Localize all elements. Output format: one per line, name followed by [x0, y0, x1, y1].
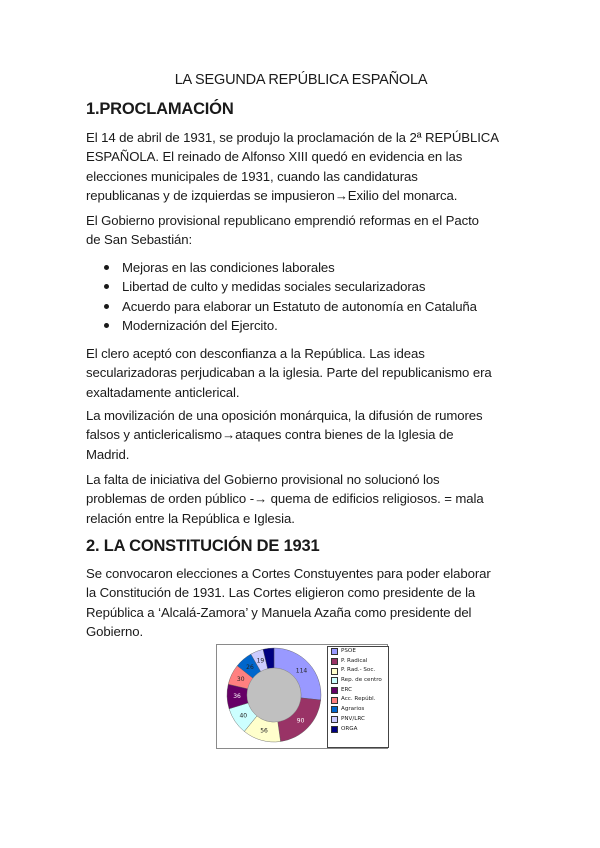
paragraph-proclamacion [86, 128, 518, 206]
legend-label: Rep. de centro [341, 677, 382, 684]
slice-data-label: 26 [246, 663, 254, 671]
text-line: de San Sebastián: [86, 232, 193, 248]
text-line: republicanas y de izquierdas se impusieron→Exilio del monarca. [86, 188, 458, 204]
paragraph-oposicion [86, 406, 518, 464]
text-line: elecciones municipales de 1931, cuando las candidaturas [86, 168, 418, 184]
legend-item [328, 715, 388, 725]
legend-label: P. Rad.- Soc. [341, 667, 376, 674]
legend-item [328, 657, 388, 667]
donut-hole [247, 668, 301, 722]
text-line: la Constitución de 1931. Las Cortes eligieron como presidente de la [86, 585, 476, 601]
legend-swatch [331, 648, 338, 655]
text-line: ESPAÑOLA. El reinado de Alfonso XIII quedó en evidencia en las [86, 149, 463, 165]
text-line: falsos y anticlericalismo→ataques contra bienes de la Iglesia de [86, 427, 454, 443]
legend-item [328, 686, 388, 696]
legend-item [328, 705, 388, 715]
reforms-list [86, 258, 477, 335]
document-title: LA SEGUNDA REPÚBLICA ESPAÑOLA [174, 72, 428, 88]
section-heading-proclamacion: 1.PROCLAMACIÓN [86, 100, 234, 118]
text-line: Gobierno. [86, 624, 144, 640]
text-line: exaltadamente anticlerical. [86, 384, 240, 400]
text-line: El clero aceptó con desconfianza a la República. Las ideas [86, 346, 425, 361]
legend-label: P. Radical [341, 657, 368, 664]
text-line: La falta de iniciativa del Gobierno provisional no solucionó los [86, 472, 440, 487]
list-item: Libertad de culto y medidas sociales secularizadoras [86, 277, 477, 296]
text-line: Madrid. [86, 446, 130, 462]
legend-label: ORGA [341, 725, 358, 732]
legend-swatch [331, 697, 338, 704]
legend-swatch [331, 706, 338, 713]
slice-data-label: 30 [236, 675, 245, 683]
slice-data-label: 90 [296, 717, 305, 725]
donut-chart [217, 645, 327, 746]
legend-swatch [331, 677, 338, 684]
legend-item [328, 666, 388, 676]
paragraph-clero [86, 344, 518, 402]
legend-label: PSOE [341, 648, 356, 654]
legend-item [328, 647, 388, 657]
list-item: Mejoras en las condiciones laborales [86, 258, 477, 277]
paragraph-cortes [86, 564, 518, 642]
paragraph-gobierno-provisional [86, 211, 518, 250]
legend-item [328, 676, 388, 686]
legend-swatch [331, 668, 338, 675]
slice-data-label: 36 [233, 693, 241, 701]
paragraph-orden-publico [86, 470, 518, 528]
slice-data-label: 114 [295, 667, 308, 675]
legend-label: Acc. Repúbl. [341, 696, 376, 703]
legend-label: ERC [341, 686, 353, 693]
slice-data-label: 19 [256, 657, 265, 665]
text-line: El 14 de abril de 1931, se produjo la proclamación de la 2ª REPÚBLICA [86, 130, 499, 145]
text-line: Se convocaron elecciones a Cortes Constuyentes para poder elaborar [86, 566, 491, 581]
legend-swatch [331, 687, 338, 694]
section-heading-constitucion: 2. LA CONSTITUCIÓN DE 1931 [86, 537, 320, 555]
legend-label: Agrarios [341, 706, 365, 713]
legend-label: PNV/LRC [341, 715, 365, 722]
text-line: La movilización de una oposición monárquica, la difusión de rumores [86, 408, 483, 423]
list-item: Acuerdo para elaborar un Estatuto de autonomía en Cataluña [86, 297, 477, 316]
slice-data-label: 56 [260, 727, 268, 735]
legend-swatch [331, 716, 338, 723]
legend-swatch [331, 658, 338, 665]
text-line: relación entre la República e Iglesia. [86, 510, 295, 526]
legend-swatch [331, 726, 338, 733]
legend-item [328, 725, 388, 735]
text-line: secularizadoras perjudicaban a la iglesia. Parte del republicanismo era [86, 365, 492, 381]
legend-item [328, 695, 388, 705]
chart-legend [327, 646, 389, 748]
list-item: Modernización del Ejercito. [86, 316, 477, 335]
text-line: problemas de orden público -→ quema de edificios religiosos. = mala [86, 491, 484, 507]
text-line: República a ‘Alcalá-Zamora’ y Manuela Azaña como presidente del [86, 604, 472, 620]
slice-data-label: 40 [239, 712, 248, 720]
text-line: El Gobierno provisional republicano emprendió reformas en el Pacto [86, 213, 479, 228]
